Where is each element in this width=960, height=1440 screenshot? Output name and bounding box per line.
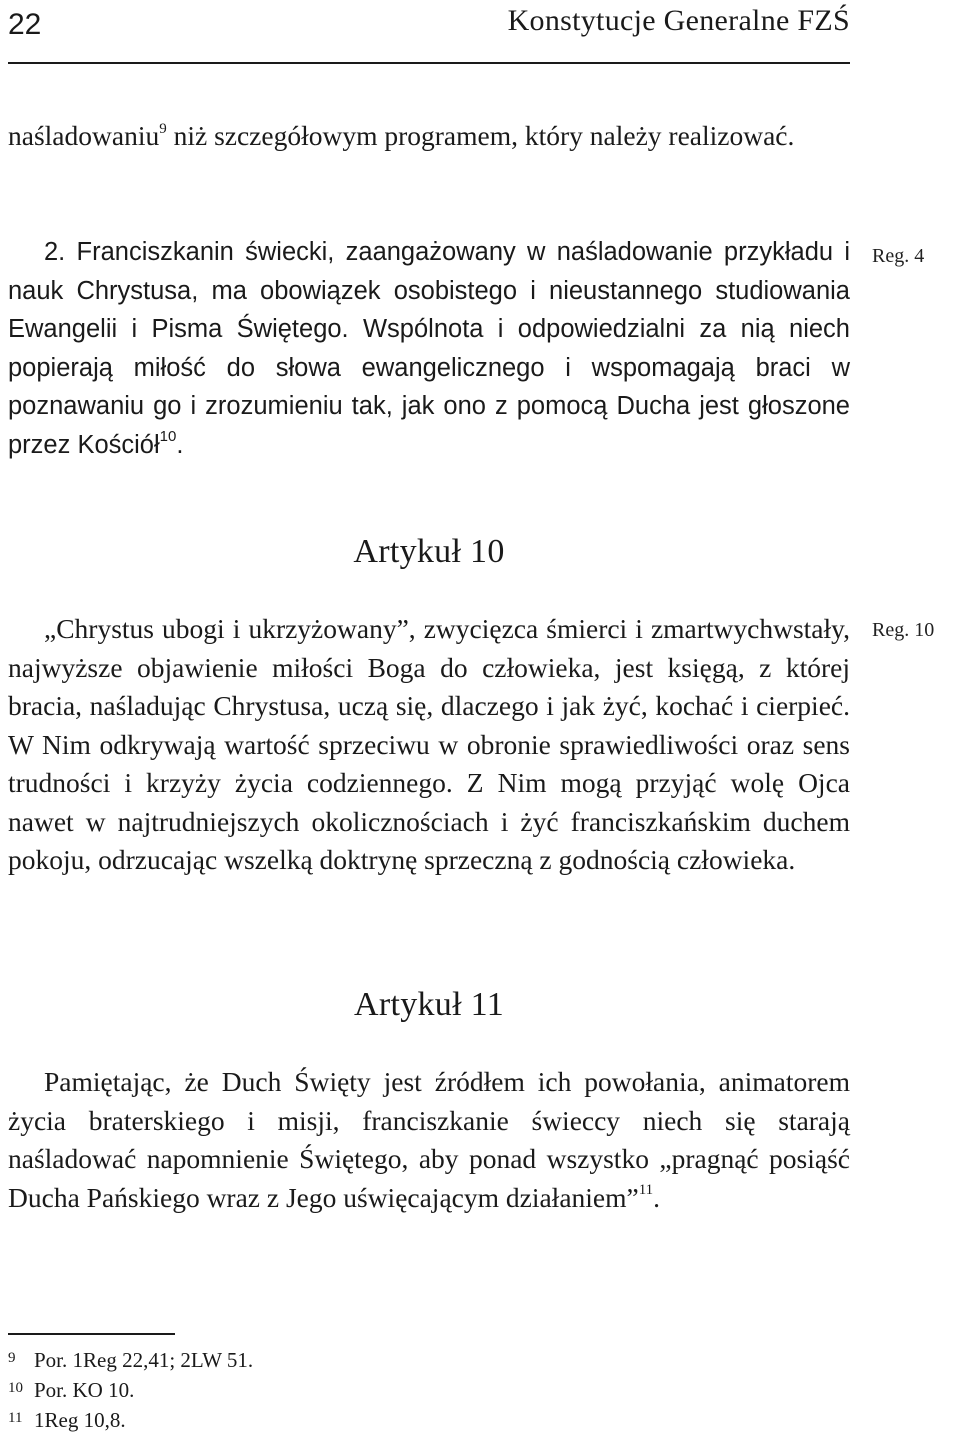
running-title: Konstytucje Generalne FZŚ bbox=[507, 4, 850, 37]
footnote-ref-10[interactable]: 10 bbox=[159, 428, 177, 445]
article-11-paragraph: Pamiętając, że Duch Święty jest źródłem ich powołania, animatorem życia braterskiego i misji, franciszkanie świeccy niech się starają naśladować napomnienie Świętego, aby ponad wszystko „pragnąć posiąść Ducha Pańskiego wraz z Jego uświęcającym działaniem”$^{11}$. bbox=[8, 1066, 850, 1213]
article-11-title: Artykuł 11 bbox=[353, 986, 504, 1023]
continuation-paragraph: naśladowaniu$^9$ niż szczegółowym programem, który należy realizować. bbox=[8, 120, 795, 151]
footnote-10: 10 Por. KO 10. bbox=[8, 1378, 135, 1402]
page-number: 22 bbox=[8, 8, 42, 41]
footnote-11: 11 1Reg 10,8. bbox=[8, 1408, 126, 1432]
footnote-ref-9[interactable]: 9 bbox=[159, 120, 167, 137]
article-10-title: Artykuł 10 bbox=[353, 533, 505, 570]
footnote-separator bbox=[8, 1333, 175, 1335]
article-9-paragraph-2: 2. Franciszkanin świecki, zaangażowany w naśladowanie przykładu i nauk Chrystusa, ma obowiązek osobistego i nieustannego studiowania Ewangelii i Pisma Świętego. Wspólnota i odpowiedzialni za nią niech popierają miłość do słowa ewangelicznego i wspomagają braci w poznawaniu go i zrozumieniu tak, jak ono z pomocą Ducha jest głoszone przez Kościół$^{10}$. bbox=[8, 238, 850, 459]
article-10-paragraph: „Chrystus ubogi i ukrzyżowany”, zwycięzca śmierci i zmartwychwstały, najwyższe objawienie miłości Boga do człowieka, jest księgą, z której bracia, naśladując Chrystusa, uczą się, dlaczego i jak żyć, kochać i cierpieć. W Nim odkrywają wartość sprzeciwu w obronie sprawiedliwości oraz sens trudności i krzyży życia codziennego. Z Nim mogą przyjąć wolę Ojca nawet w najtrudniejszych okolicznościach i żyć franciszkańskim duchem pokoju, odrzucając wszelką doktrynę sprzeczną z godnością człowieka. bbox=[8, 613, 850, 875]
margin-note-reg-4: Reg. 4 bbox=[872, 245, 925, 267]
page-header bbox=[8, 0, 850, 64]
footnote-ref-11[interactable]: 11 bbox=[638, 1182, 654, 1199]
footnote-9: 9 Por. 1Reg 22,41; 2LW 51. bbox=[8, 1348, 254, 1372]
margin-note-reg-10: Reg. 10 bbox=[872, 619, 935, 641]
